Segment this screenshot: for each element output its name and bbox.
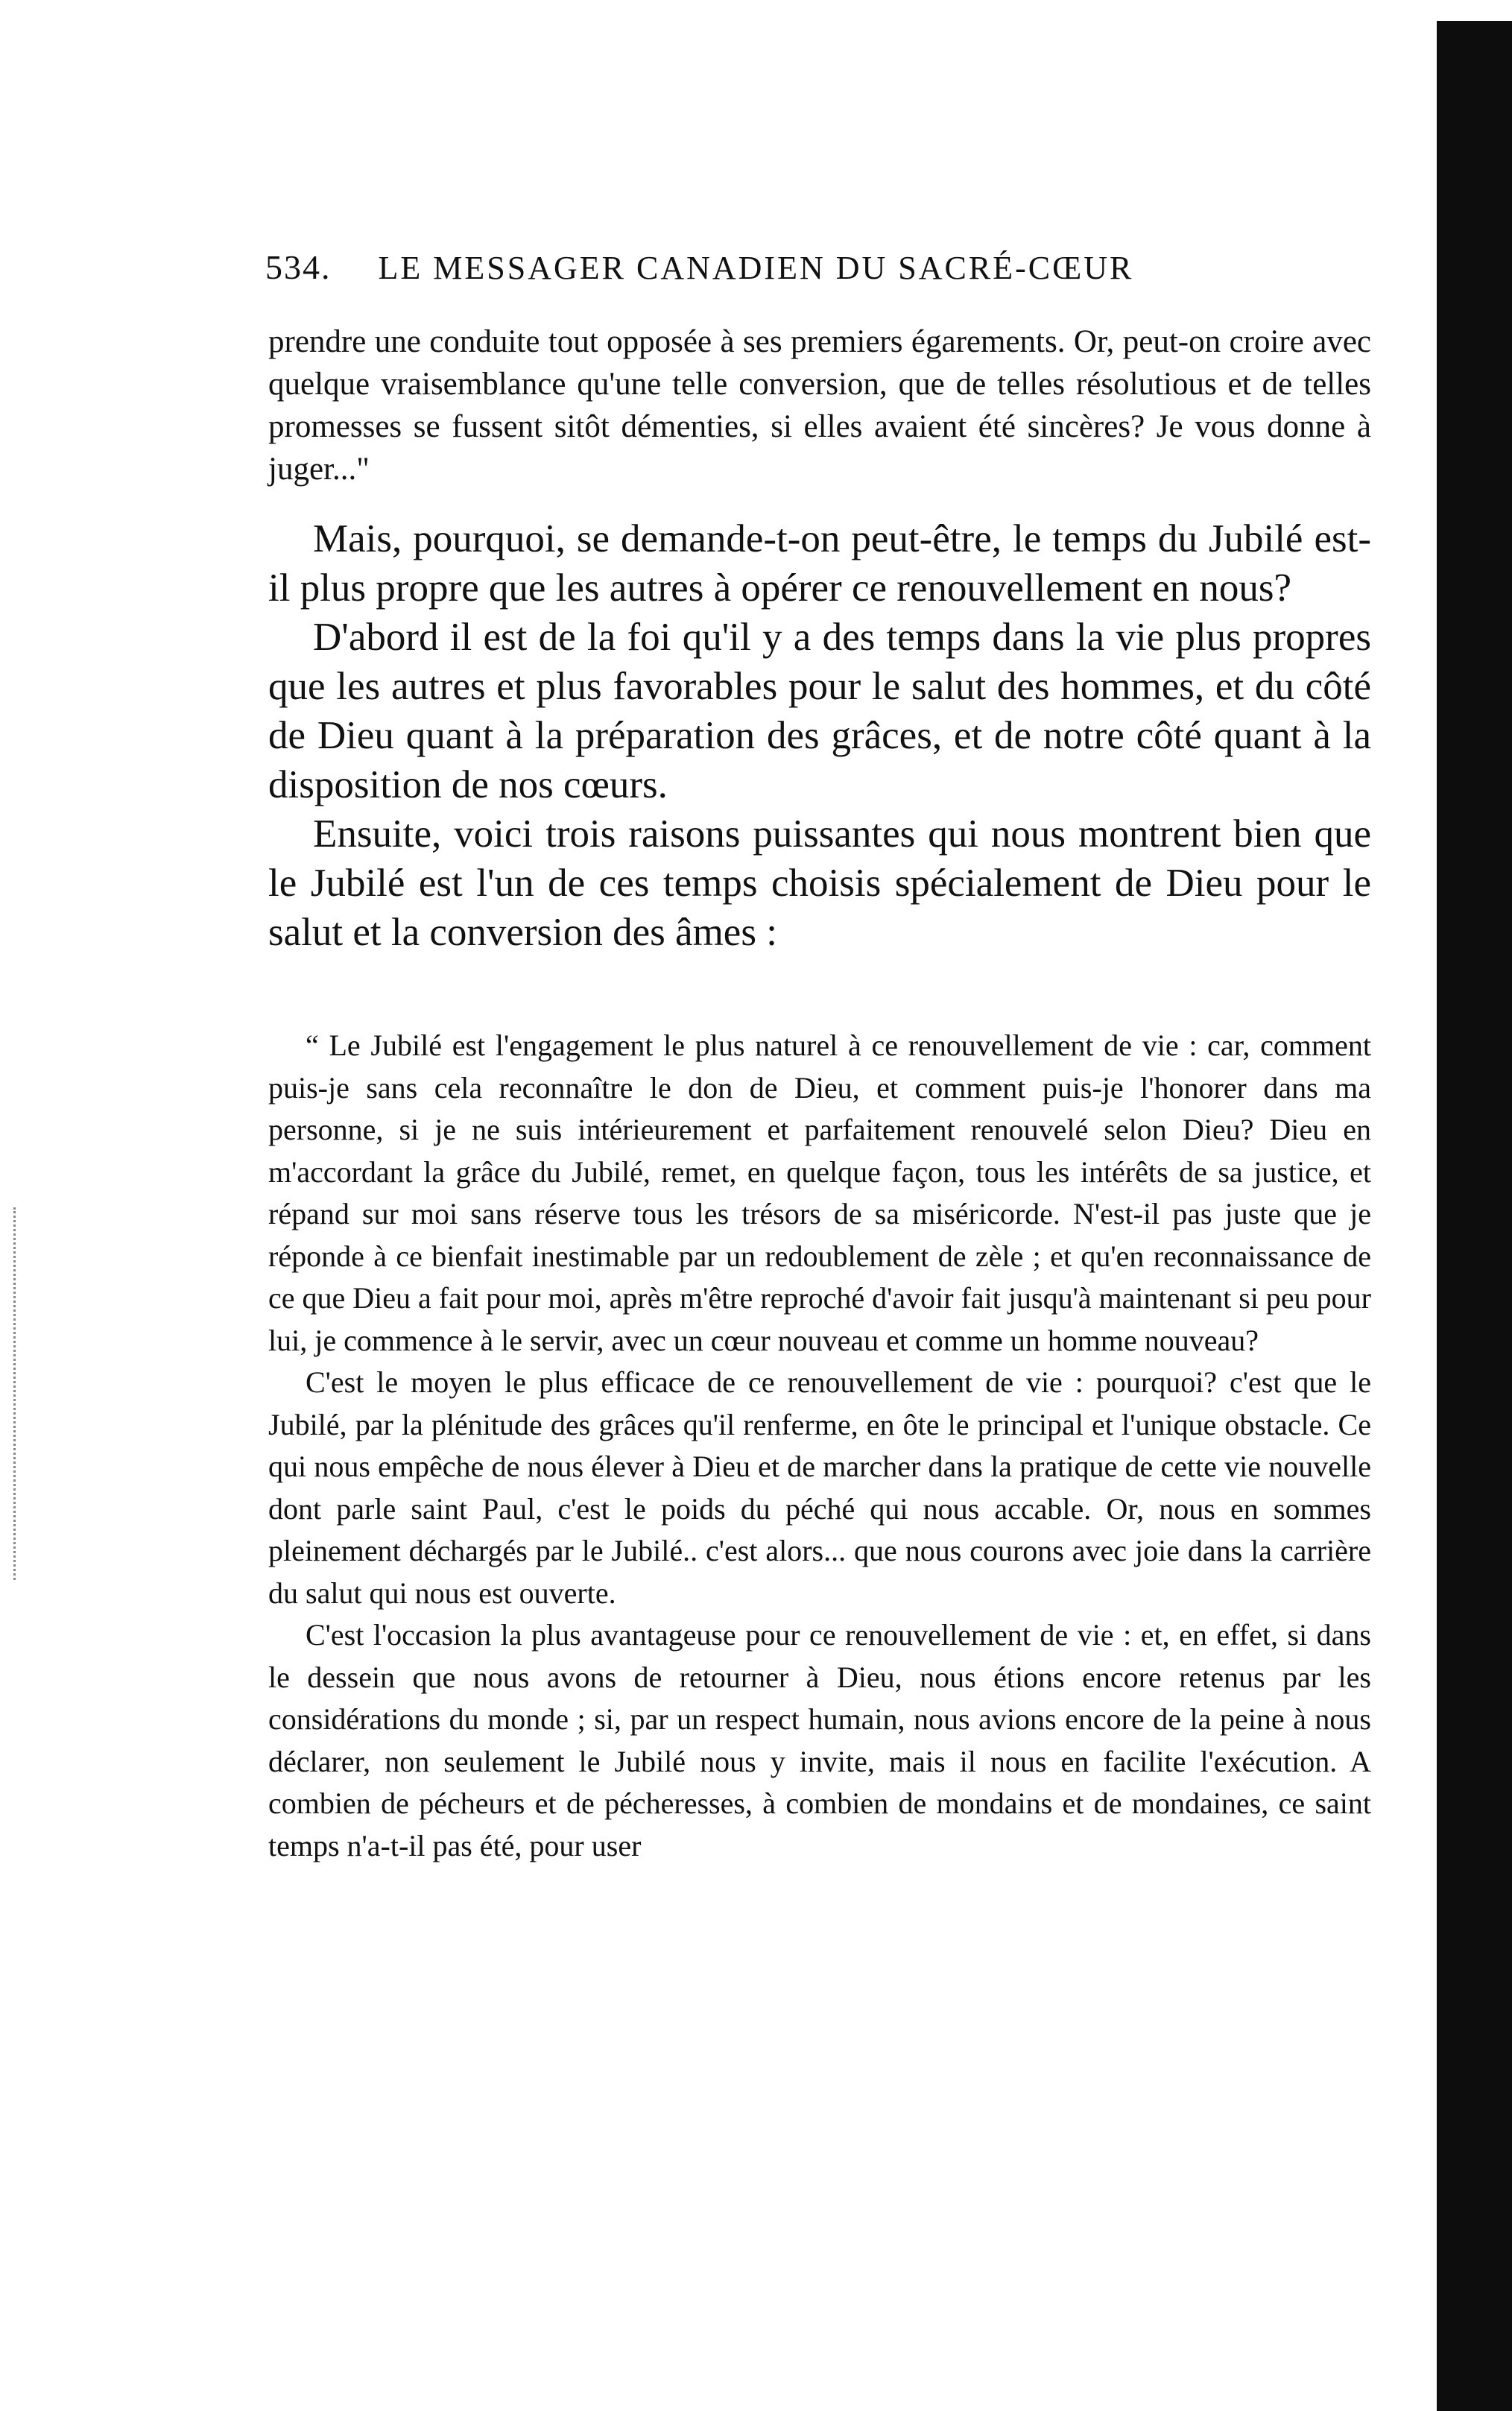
margin-specks [13, 1207, 20, 1580]
paragraph-dabord: D'abord il est de la foi qu'il y a des temps dans la vie plus propres que les autres et plus favorables pour le salut des hommes, et du côté de Dieu quant à la préparation des grâces, et de notre côté quant à la disposition de nos cœurs. [268, 616, 1371, 806]
paragraph-ensuite: Ensuite, voici trois raisons puissantes qui nous montrent bien que le Jubilé est l'un de ces temps choisis spécialement de Dieu pour le salut et la conversion des âmes : [268, 812, 1371, 954]
paragraph-continuation: prendre une conduite tout opposée à ses premiers égarements. Or, peut-on croire avec quelque vraisemblance qu'une telle conversion, que de telles résolutious et de telles promesses se fussent sitôt démenties, si elles avaient été sincères? Je vous donne à juger..." [268, 324, 1371, 487]
running-title: LE MESSAGER CANADIEN DU SACRÉ-CŒUR [378, 250, 1134, 286]
quotation-block [268, 1025, 1371, 1867]
paragraph-reason-2: C'est le moyen le plus efficace de ce renouvellement de vie : pourquoi? c'est que le Jubilé, par la plénitude des grâces qu'il renferme, en ôte le principal et l'unique obstacle. Ce qui nous empêche de nous élever à Dieu et de marcher dans la pratique de cette vie nouvelle dont parle saint Paul, c'est le poids du péché qui nous accable. Or, nous en sommes pleinement déchargés par le Jubilé.. c'est alors... que nous courons avec joie dans la carrière du salut qui nous est ouverte. [268, 1365, 1371, 1610]
paragraph-reason-3: C'est l'occasion la plus avantageuse pour ce renouvellement de vie : et, en effet, si dans le dessein que nous avons de retourner à Dieu, nous étions encore retenus par les considérations du monde ; si, par un respect humain, nous avions encore de la peine à nous déclarer, non seulement le Jubilé nous y invite, mais il nous en facilite l'exécution. A combien de pécheurs et de pécheresses, à combien de mondains et de mondaines, ce saint temps n'a-t-il pas été, pour user [268, 1618, 1371, 1862]
paragraph-reason-1: “ Le Jubilé est l'engagement le plus naturel à ce renouvellement de vie : car, comment puis-je sans cela reconnaître le don de Dieu, et comment puis-je l'honorer dans ma personne, si je ne suis intérieurement et parfaitement renouvelé selon Dieu? Dieu en m'accordant la grâce du Jubilé, remet, en quelque façon, tous les intérêts de sa justice, et répand sur moi sans réserve tous les trésors de sa miséricorde. N'est-il pas juste que je réponde à ce bienfait inestimable par un redoublement de zèle ; et qu'en reconnaissance de ce que Dieu a fait pour moi, après m'être reproché d'avoir fait jusqu'à maintenant si peu pour lui, je commence à le servir, avec un cœur nouveau et comme un homme nouveau? [268, 1028, 1371, 1357]
binding-shadow [1437, 21, 1512, 2411]
running-header [265, 247, 1234, 300]
page-number: 534. [265, 248, 332, 286]
continuation-block [268, 320, 1371, 490]
large-type-block [268, 514, 1371, 957]
paragraph-question: Mais, pourquoi, se demande-t-on peut-être, le temps du Jubilé est-il plus propre que les autres à opérer ce renouvellement en nous? [268, 517, 1371, 610]
